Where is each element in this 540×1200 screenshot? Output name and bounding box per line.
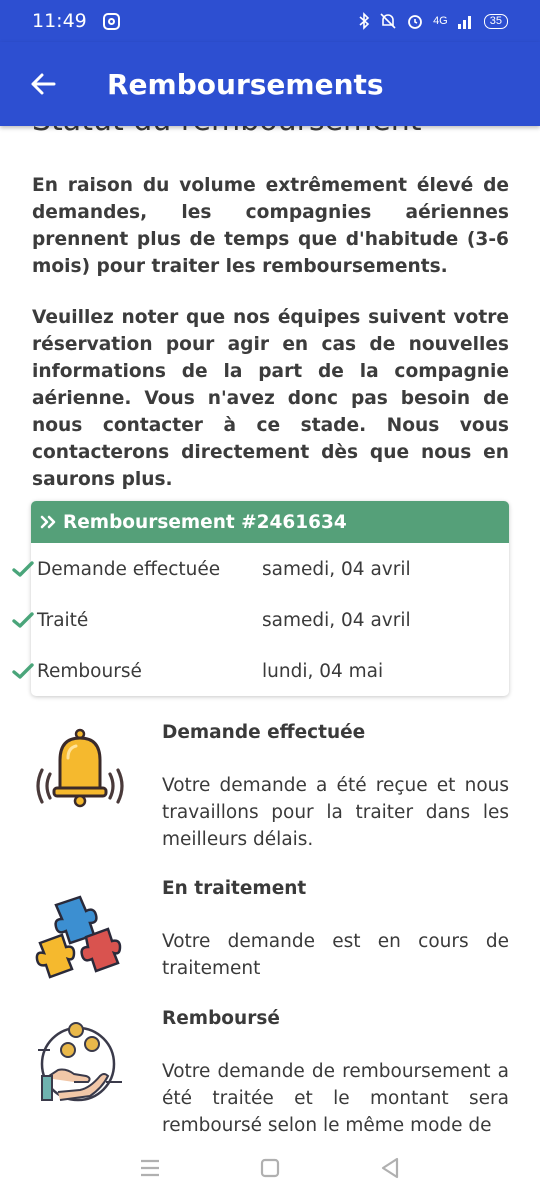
battery-icon: 35: [484, 14, 508, 29]
home-button[interactable]: [250, 1148, 290, 1188]
info-paragraph-delay: En raison du volume extrêmement élevé de demandes, les compagnies aériennes prennent plus de temps que d'habitude (3-6 mois) pour traiter les remboursements.: [32, 175, 509, 277]
network-label: 4G: [433, 15, 448, 27]
refund-card-header: [31, 501, 509, 543]
refund-step-row: [12, 606, 540, 634]
refund-step-row: [12, 555, 540, 583]
step-label: Remboursé: [37, 660, 142, 682]
recent-apps-button[interactable]: [130, 1148, 170, 1188]
system-nav-bar: [0, 1135, 540, 1200]
back-button[interactable]: [13, 54, 73, 114]
arrow-left-icon: [30, 72, 56, 96]
menu-lines-icon: [139, 1158, 161, 1178]
info-text: Votre demande de remboursement a été traitée et le montant sera remboursé selon le même mode de: [162, 1061, 509, 1135]
info-title: En traitement: [162, 878, 307, 899]
info-title: Remboursé: [162, 1008, 280, 1029]
refund-step-row: [12, 657, 540, 685]
check-icon: [12, 611, 34, 629]
step-date: samedi, 04 avril: [262, 558, 411, 580]
info-title: Demande effectuée: [162, 722, 366, 743]
page-title: Remboursements: [107, 67, 384, 101]
puzzle-icon: [34, 893, 126, 984]
double-chevron-right-icon: [39, 514, 59, 530]
triangle-back-icon: [380, 1157, 400, 1179]
app-bar: [0, 42, 540, 126]
check-icon: [12, 662, 34, 680]
info-text: Votre demande est en cours de traitement: [162, 931, 509, 979]
step-date: lundi, 04 mai: [262, 660, 384, 682]
info-text: Votre demande a été reçue et nous travaillons pour la traiter dans les meilleurs délais.: [162, 775, 509, 850]
system-back-button[interactable]: [370, 1148, 410, 1188]
step-date: samedi, 04 avril: [262, 609, 411, 631]
check-icon: [12, 560, 34, 578]
info-paragraph-tracking: Veuillez noter que nos équipes suivent votre réservation pour agir en cas de nouvelles informations de la part de la compagnie aérienne. Vous n'avez donc pas besoin de nous contacter à ce stade. Nous vous contacterons directement dès que nous en saurons plus.: [32, 307, 509, 490]
status-time: 11:49: [32, 10, 87, 32]
coins-hand-icon: [36, 1020, 126, 1111]
square-icon: [260, 1158, 280, 1178]
refund-card-title: Remboursement #2461634: [63, 511, 347, 533]
bell-icon: [30, 728, 130, 815]
step-label: Demande effectuée: [37, 558, 221, 580]
step-label: Traité: [37, 609, 89, 631]
